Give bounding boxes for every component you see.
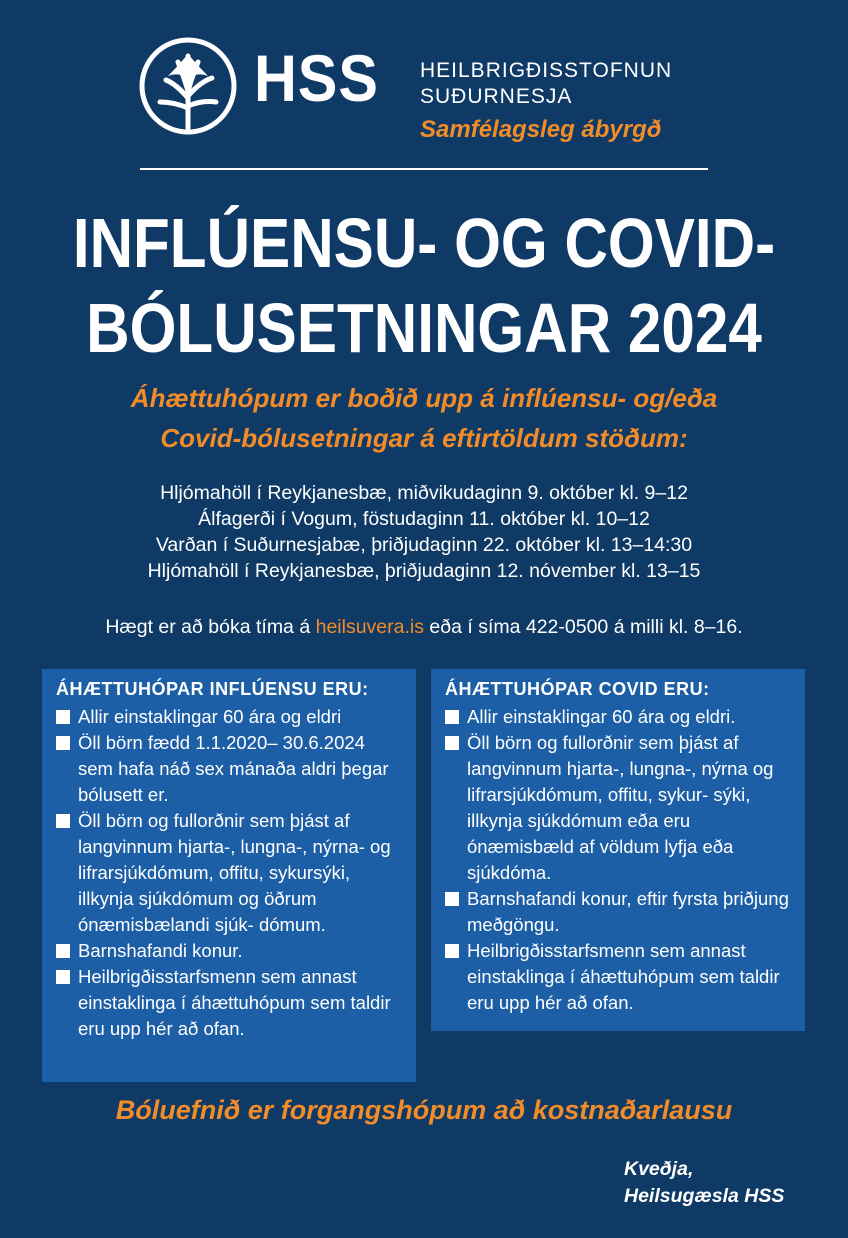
booking-info <box>0 616 848 639</box>
list-item: Öll börn fædd 1.1.2020– 30.6.2024 sem hafa náð sex mánaða aldri þegar bólusett er. <box>56 730 402 808</box>
schedule-item: Hljómahöll í Reykjanesbæ, miðvikudaginn 9. október kl. 9–12 <box>160 482 688 504</box>
influenza-risk-groups-box <box>42 669 416 1082</box>
list-item: Barnshafandi konur, eftir fyrsta þriðjung meðgöngu. <box>445 886 791 938</box>
list-item: Öll börn og fullorðnir sem þjást af langvinnum hjarta-, lungna-, nýrna- og lifrarsjúkdómum, offitu, sykursýki, illkynja sjúkdómum og öðrum ónæmisbælandi sjúk- dómum. <box>56 808 402 938</box>
square-bullet-icon <box>56 970 70 984</box>
covid-risk-groups-box <box>431 669 805 1031</box>
list-item: Barnshafandi konur. <box>56 938 402 964</box>
list-item: Allir einstaklingar 60 ára og eldri. <box>445 704 791 730</box>
booking-text-before: Hægt er að bóka tíma á <box>105 616 316 638</box>
list-item: Allir einstaklingar 60 ára og eldri <box>56 704 402 730</box>
header <box>0 30 848 170</box>
square-bullet-icon <box>445 710 459 724</box>
square-bullet-icon <box>56 736 70 750</box>
tagline: Samfélagsleg ábyrgð <box>420 116 662 143</box>
org-name-line2: SUÐURNESJA <box>420 85 573 108</box>
header-divider <box>140 168 708 170</box>
booking-text-after: eða í síma 422-0500 á milli kl. 8–16. <box>423 616 743 638</box>
list-item: Heilbrigðisstarfsmenn sem annast einstaklinga í áhættuhópum sem taldir eru upp hér að ofan. <box>56 964 402 1042</box>
square-bullet-icon <box>445 944 459 958</box>
square-bullet-icon <box>56 710 70 724</box>
square-bullet-icon <box>56 944 70 958</box>
list-item: Heilbrigðisstarfsmenn sem annast einstaklinga í áhættuhópum sem taldir eru upp hér að ofan. <box>445 938 791 1016</box>
signature-line1: Kveðja, <box>624 1158 694 1180</box>
schedule-item: Varðan í Suðurnesjabæ, þriðjudaginn 22. október kl. 13–14:30 <box>155 534 693 556</box>
schedule-list <box>0 480 848 584</box>
influenza-heading: ÁHÆTTUHÓPAR INFLÚENSU ERU: <box>56 679 369 699</box>
square-bullet-icon <box>56 814 70 828</box>
heilsuvera-link[interactable]: heilsuvera.is <box>315 616 424 638</box>
logo-text: HSS <box>254 41 379 115</box>
footer-note: Bóluefnið er forgangshópum að kostnaðarlausu <box>115 1095 733 1125</box>
page-title-line1: INFLÚENSU- OG COVID- <box>72 204 776 282</box>
subtitle-line1: Áhættuhópum er boðið upp á inflúensu- og/eða <box>130 383 718 413</box>
tree-logo-icon <box>138 36 238 136</box>
signature-line2: Heilsugæsla HSS <box>624 1185 785 1207</box>
square-bullet-icon <box>445 892 459 906</box>
subtitle-line2: Covid-bólusetningar á eftirtöldum stöðum: <box>160 423 688 453</box>
covid-heading: ÁHÆTTUHÓPAR COVID ERU: <box>445 679 710 699</box>
schedule-item: Hljómahöll í Reykjanesbæ, þriðjudaginn 12. nóvember kl. 13–15 <box>147 560 701 582</box>
page-title-line2: BÓLUSETNINGAR 2024 <box>86 289 762 367</box>
square-bullet-icon <box>445 736 459 750</box>
signature <box>624 1156 784 1210</box>
schedule-item: Álfagerði í Vogum, föstudaginn 11. október kl. 10–12 <box>198 508 650 530</box>
list-item: Öll börn og fullorðnir sem þjást af langvinnum hjarta-, lungna-, nýrna og lifrarsjúkdómum, offitu, sykur- sýki, illkynja sjúkdómum eða eru ónæmisbæld af völdum lyfja eða sjúkdóma. <box>445 730 791 886</box>
org-name-line1: HEILBRIGÐISSTOFNUN <box>420 59 673 82</box>
